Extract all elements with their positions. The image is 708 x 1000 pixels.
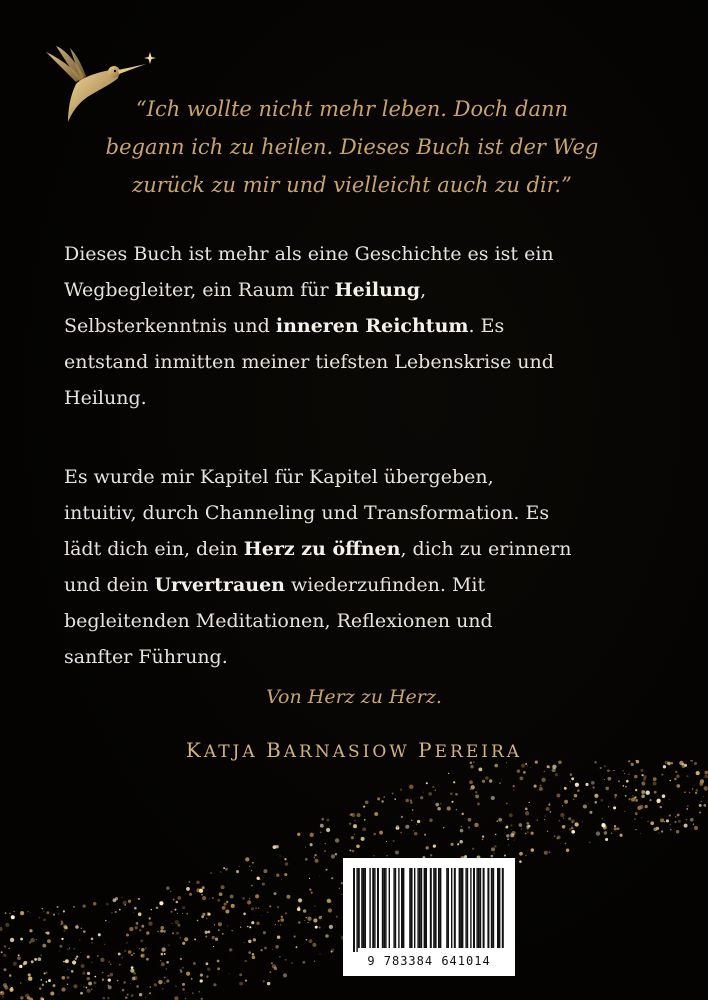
text-line: Dieses Buch ist mehr als eine Geschichte es ist ein <box>64 243 554 265</box>
author-part: ARNASIOW <box>283 742 419 762</box>
text-line <box>64 567 664 603</box>
text-line: Heilung. <box>64 387 147 409</box>
emphasis-herz-zu-oeffnen: Herz zu öffnen <box>243 538 401 560</box>
emphasis-urvertrauen: Urvertrauen <box>154 574 285 596</box>
signoff-text: Von Herz zu Herz. <box>266 686 442 708</box>
emphasis-inneren-reichtum: inneren Reichtum <box>275 315 469 337</box>
quote-line: zurück zu mir und vielleicht auch zu dir.” <box>132 173 572 197</box>
text-line: intuitiv, durch Channeling und Transformation. Es <box>64 502 550 524</box>
text-span: Wegbegleiter, ein Raum für <box>64 279 335 301</box>
barcode-bars <box>353 868 505 952</box>
description-paragraph-1 <box>64 236 664 416</box>
text-span: wiederzufinden. Mit <box>284 574 486 596</box>
text-span: lädt dich ein, dein <box>64 538 244 560</box>
author-part: ATJA <box>203 742 267 762</box>
text-line: entstand inmitten meiner tiefsten Lebenskrise und <box>64 351 554 373</box>
text-span: . Es <box>468 315 505 337</box>
author-name <box>0 738 708 762</box>
author-part: EREIRA <box>434 742 523 762</box>
text-span: , <box>420 279 427 301</box>
description-paragraph-2 <box>64 459 664 675</box>
text-line <box>64 531 664 567</box>
author-initial: K <box>185 738 204 762</box>
text-line <box>64 272 664 308</box>
text-span: , dich zu erinnern <box>400 538 572 560</box>
text-line <box>64 308 664 344</box>
quote-line: begann ich zu heilen. Dieses Buch ist der Weg <box>105 135 599 159</box>
text-line: begleitenden Meditationen, Reflexionen und <box>64 610 493 632</box>
author-initial: B <box>266 738 284 762</box>
author-initial: P <box>418 738 435 762</box>
isbn-number: 9 783384 641014 <box>367 954 491 968</box>
barcode <box>343 858 515 976</box>
text-line: Es wurde mir Kapitel für Kapitel übergeben, <box>64 466 494 488</box>
text-line: sanfter Führung. <box>64 646 228 668</box>
text-span: Selbsterkenntnis und <box>64 315 276 337</box>
emphasis-heilung: Heilung <box>334 279 421 301</box>
text-span: und dein <box>64 574 155 596</box>
quote-text <box>92 90 612 204</box>
quote-line: “Ich wollte nicht mehr leben. Doch dann <box>135 97 569 121</box>
